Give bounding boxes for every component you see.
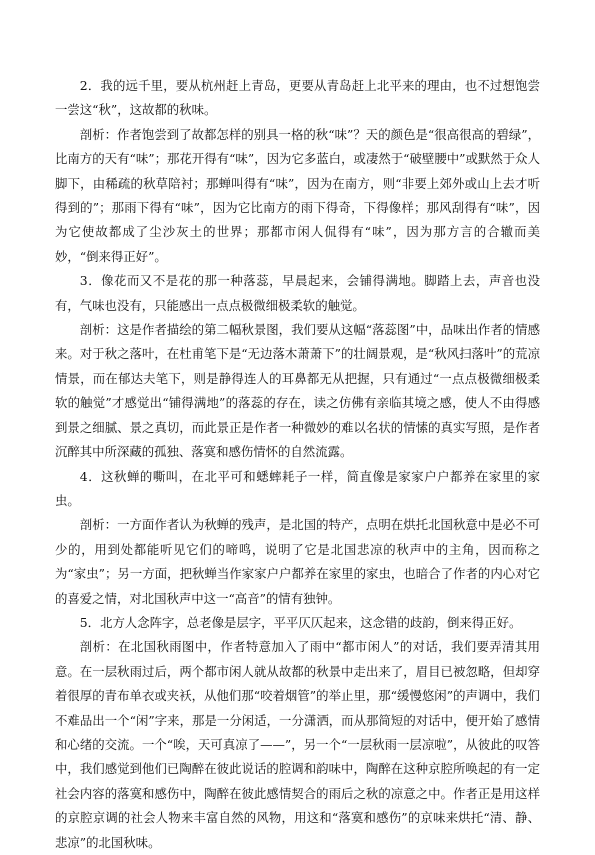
paragraph-item-5: 5．北方人念阵字，总老像是层字，平平仄仄起来，这念错的歧韵，倒来得正好。 — [79, 614, 522, 630]
document-body — [55, 74, 540, 855]
analysis-paragraph-3: 剖析：这是作者描绘的第二幅秋景图，我们要从这幅“落蕊图”中，品味出作者的情感来。对于秋之落叶，在杜甫笔下是“无边落木萧萧下”的壮阔景观，是“秋风扫落叶”的荒凉情景，而在郁达夫笔下，则是静得连人的耳鼻都无从把握，只有通过“一点点极微细极柔软的触觉”才感觉出“铺得满地”的落蕊的存在，读之仿佛有亲临其境之感，使人不由得感到景之细腻、景之真切，而此景正是作者一种微妙的难以名状的情愫的真实写照，是作者沉醉其中所深藏的孤独、落寞和感伤情怀的自然流露。 — [55, 322, 540, 460]
paragraph-item-4: 4．这秋蝉的嘶叫，在北平可和蟋蟀耗子一样，简直像是家家户户都养在家里的家虫。 — [55, 468, 540, 508]
analysis-paragraph-2: 剖析：作者饱尝到了故都怎样的别具一格的秋“味”？天的颜色是“很高很高的碧绿”，比南方的天有“味”；那花开得有“味”，因为它多蓝白，或凄然于“破壁腰中”或默然于众人脚下，由稀疏的秋草陪衬；那蝉叫得有“味”，因为在南方，则“非要上郊外或山上去才听得到的”；那雨下得有“味”，因为它比南方的雨下得奇，下得像样；那风刮得有“味”，因为它使故都成了尘沙灰土的世界；那都市闲人侃得有“味”，因为那方言的合辙而美妙，“倒来得正好”。 — [55, 126, 540, 264]
paragraph-item-3: 3．像花而又不是花的那一种落蕊，早晨起来，会铺得满地。脚踏上去，声音也没有，气味也没有，只能感出一点点极微细极柔软的触觉。 — [55, 273, 540, 313]
paragraph-item-2: 2．我的远千里，要从杭州赶上青岛，更要从青岛赶上北平来的理由，也不过想饱尝一尝这“秋”，这故都的秋味。 — [55, 78, 540, 118]
analysis-paragraph-4: 剖析：一方面作者认为秋蝉的残声，是北国的特产，点明在烘托北国秋意中是必不可少的，用到处都能听见它们的啼鸣，说明了它是北国悲凉的秋声中的主角，因而称之为“家虫”；另一方面，把秋蝉当作家家户户都养在家里的家虫，也暗合了作者的内心对它的喜爱之情，对北国秋声中这一“高音”的情有独钟。 — [55, 517, 540, 606]
analysis-paragraph-5: 剖析：在北国秋雨图中，作者特意加入了雨中“都市闲人”的对话，我们要弄清其用意。在一层秋雨过后，两个都市闲人就从故都的秋景中走出来了，眉目已被忽略，但却穿着很厚的青布单衣或夹袄，从他们那“咬着烟管”的举止里，那“缓慢悠闲”的声调中，我们不难品出一个“闲”字来，那是一分闲适，一分潇洒，而从那简短的对话中，便开始了感情和心绪的交流。一个“唉，天可真凉了——”，另一个“一层秋雨一层凉啦”，从彼此的叹答中，我们感觉到他们已陶醉在彼此说话的腔调和韵味中，陶醉在这种京腔所唤起的有一定社会内容的落寞和感伤中，陶醉在彼此感情契合的雨后之秋的凉意之中。作者正是用这样的京腔京调的社会人物来丰富自然的风物，用这和“落寞和感伤”的京味来烘托“清、静、悲凉”的北国秋味。 — [55, 639, 540, 850]
